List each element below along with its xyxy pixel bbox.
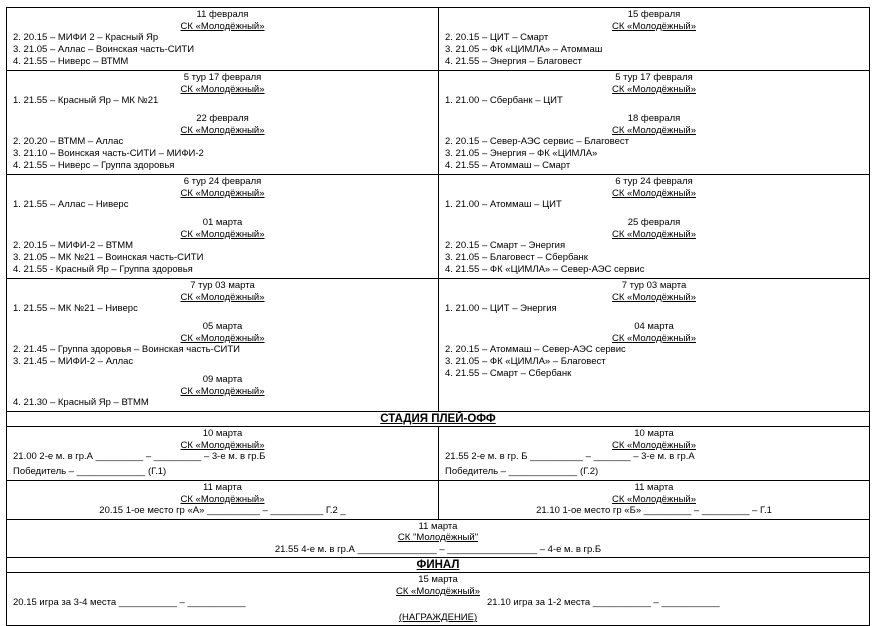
match-line: 1. 21.55 – Красный Яр – МК №21	[13, 95, 159, 106]
match-line: 21.00 2-е м. в гр.А _________ – _________ – 3-е м. в гр.Б	[13, 451, 266, 462]
final-date: 15 марта	[418, 574, 458, 585]
tour-cell-right	[438, 71, 869, 174]
venue: СК «Молодёжный»	[180, 83, 265, 95]
match-line: 3. 21.10 – Воинская часть-СИТИ – МИФИ-2	[13, 148, 204, 159]
match-line: 3. 21.05 – ФК «ЦИМЛА» – Атоммаш	[445, 44, 603, 55]
match-date: 7 тур 03 марта	[621, 280, 687, 291]
tour-cell-right	[438, 279, 869, 411]
final-row	[7, 573, 869, 625]
venue: СК «Молодёжный»	[180, 124, 265, 136]
match-date: 04 марта	[634, 321, 674, 332]
match-date: 05 марта	[202, 321, 243, 332]
third-place-row	[7, 520, 869, 559]
match-line: 2. 20.15 – Смарт – Энергия	[445, 240, 566, 251]
tour-cell-left	[7, 8, 438, 70]
date: 11 марта	[418, 520, 458, 532]
match-line: 1. 21.00 – Сбербанк – ЦИТ	[445, 95, 563, 106]
match-line: 21.10 1-ое место гр «Б» _________ – _________ – Г.1	[536, 505, 772, 516]
match-line: 4. 21.55 – Смарт – Сбербанк	[445, 368, 572, 379]
tour-cell-left	[7, 279, 438, 411]
playoff-quarters-row	[7, 481, 869, 520]
match-line: 2. 20.15 – Север-АЭС сервис – Благовест	[445, 136, 629, 147]
venue: СК «Молодёжный»	[612, 439, 696, 451]
match-line: 4. 21.55 – ФК «ЦИМЛА» – Север-АЭС сервис	[445, 264, 645, 275]
semi-right	[438, 427, 869, 480]
venue: СК «Молодёжный»	[180, 187, 265, 199]
match-line: 1. 21.00 – ЦИТ – Энергия	[445, 303, 557, 314]
match-line: 2. 20.15 – ЦИТ – Смарт	[445, 32, 549, 43]
match-line: 3. 21.05 – МК №21 – Воинская часть-СИТИ	[13, 252, 204, 263]
match-date: 25 февраля	[627, 217, 681, 228]
match-line: 2. 20.15 – МИФИ 2 – Красный Яр	[13, 32, 159, 43]
tour-row	[7, 279, 869, 412]
tour-cell-right	[438, 8, 869, 70]
match-line: 3. 21.05 – Благовест – Сбербанк	[445, 252, 588, 263]
date: 10 марта	[202, 428, 243, 439]
venue: СК «Молодёжный»	[180, 493, 265, 505]
match-line: 3. 21.05 – Аллас – Воинская часть-СИТИ	[13, 44, 195, 55]
match-line: 1. 21.55 – МК №21 – Нивeрс	[13, 303, 138, 314]
match-line: 4. 21.30 – Красный Яр – ВТММ	[13, 397, 149, 408]
venue: СК "Молодёжный"	[397, 532, 479, 543]
final-right-line: 21.10 игра за 1-2 места ___________ – ___________	[487, 597, 720, 608]
venue: СК «Молодёжный»	[180, 291, 265, 303]
match-line: 4. 21.55 – Нивeрс – ВТММ	[13, 56, 129, 67]
winner-line: Победитель – _____________ (Г.1)	[13, 466, 167, 477]
venue: СК «Молодёжный»	[180, 228, 265, 240]
match-line: 3. 21.05 – ФК «ЦИМЛА» – Благовест	[445, 356, 606, 367]
match-line: 20.15 1-ое место гр «А» __________ – __________ Г.2 _	[99, 505, 346, 516]
match-date: 01 марта	[202, 217, 243, 228]
semi-left	[7, 427, 438, 480]
match-date: 15 февраля	[627, 9, 681, 20]
match-line: 4. 21.55 – Энергия – Благовест	[445, 56, 582, 67]
quarter-right	[438, 481, 869, 519]
final-venue: СК «Молодёжный»	[396, 585, 480, 597]
tour-blocks	[7, 8, 869, 412]
venue: СК «Молодёжный»	[612, 187, 696, 199]
tour-cell-left	[7, 175, 438, 278]
match-date: 6 тур 24 февраля	[615, 176, 693, 187]
venue: СК «Молодёжный»	[180, 332, 265, 344]
match-date: 09 марта	[202, 374, 243, 385]
venue: СК «Молодёжный»	[612, 83, 696, 95]
quarter-left	[7, 481, 438, 519]
match-date: 5 тур 17 февраля	[183, 72, 262, 83]
winner-line: Победитель – _____________ (Г.2)	[445, 466, 599, 477]
match-line: 21.55 2-е м. в гр. Б __________ – _______ – 3-е м. в гр.А	[445, 451, 695, 462]
match-date: 11 февраля	[196, 9, 249, 20]
schedule-table	[6, 7, 870, 626]
venue: СК «Молодёжный»	[180, 439, 265, 451]
tour-row	[7, 71, 869, 175]
final-title: ФИНАЛ	[7, 558, 869, 573]
playoff-title: СТАДИЯ ПЛЕЙ-ОФФ	[7, 412, 869, 427]
match-line: 3. 21.45 – МИФИ-2 – Аллас	[13, 356, 134, 367]
date: 11 марта	[634, 482, 674, 493]
venue: СК «Молодёжный»	[612, 332, 696, 344]
award-label: (НАГРАЖДЕНИЕ)	[398, 612, 478, 623]
match-line: 21.55 4-е м. в гр.А _______________ – _________________ – 4-е м. в гр.Б	[274, 543, 602, 555]
match-date: 5 тур 17 февраля	[615, 72, 693, 83]
venue: СК «Молодёжный»	[180, 385, 265, 397]
final-left-line: 20.15 игра за 3-4 места ___________ – ___________	[13, 597, 246, 608]
match-line: 2. 20.15 – МИФИ-2 – ВТММ	[13, 240, 134, 251]
venue: СК «Молодёжный»	[612, 20, 696, 32]
playoff-semis-row	[7, 427, 869, 481]
tour-row	[7, 175, 869, 279]
match-date: 22 февраля	[196, 113, 249, 124]
match-line: 3. 21.05 – Энергия – ФК «ЦИМЛА»	[445, 148, 598, 159]
match-date: 18 февраля	[627, 113, 681, 124]
match-date: 6 тур 24 февраля	[183, 176, 262, 187]
venue: СК «Молодёжный»	[180, 20, 265, 32]
date: 10 марта	[634, 428, 674, 439]
venue: СК «Молодёжный»	[612, 228, 696, 240]
venue: СК «Молодёжный»	[612, 493, 696, 505]
match-line: 1. 21.55 – Аллас – Нивeрс	[13, 199, 129, 210]
date: 11 марта	[203, 482, 242, 493]
venue: СК «Молодёжный»	[612, 291, 696, 303]
match-date: 7 тур 03 марта	[190, 280, 255, 291]
tour-row	[7, 8, 869, 71]
tour-cell-left	[7, 71, 438, 174]
match-line: 2. 20.15 – Атоммаш – Север-АЭС сервис	[445, 344, 626, 355]
match-line: 1. 21.00 – Атоммаш – ЦИТ	[445, 199, 562, 210]
venue: СК «Молодёжный»	[612, 124, 696, 136]
match-line: 2. 20.20 – ВТММ – Аллас	[13, 136, 124, 147]
match-line: 2. 21.45 – Группа здоровья – Воинская часть-СИТИ	[13, 344, 241, 355]
match-line: 4. 21.55 – Нивeрс – Группа здоровья	[13, 160, 175, 171]
match-line: 4. 21.55 – Атоммаш – Смарт	[445, 160, 571, 171]
tour-cell-right	[438, 175, 869, 278]
match-line: 4. 21.55 - Красный Яр – Группа здоровья	[13, 264, 193, 275]
